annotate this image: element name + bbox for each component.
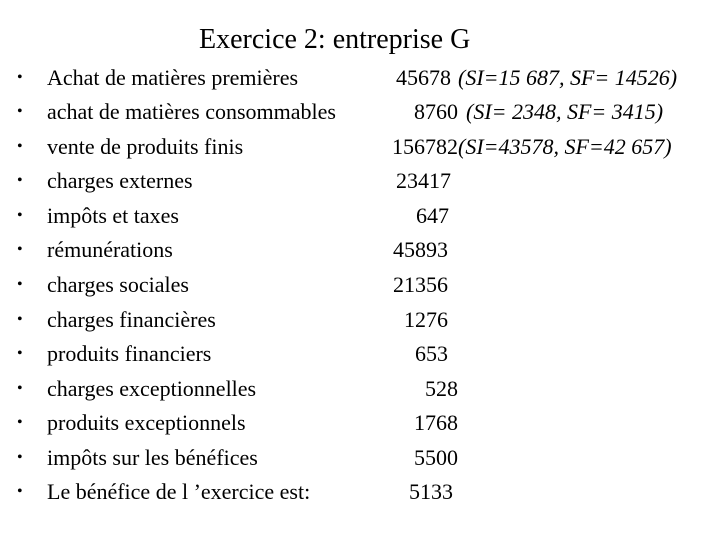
item-note: (SI=43578, SF=42 657) — [458, 134, 672, 159]
item-value: 5500 — [414, 445, 458, 470]
item-label: impôts sur les bénéfices — [47, 445, 258, 470]
bullet-icon: • — [17, 138, 23, 155]
list-item — [0, 95, 720, 129]
item-label: charges externes — [47, 168, 193, 193]
list-item — [0, 441, 720, 475]
list-item — [0, 268, 720, 302]
list-item — [0, 475, 720, 509]
item-value: 528 — [425, 376, 458, 401]
list-item — [0, 337, 720, 371]
bullet-icon: • — [17, 345, 23, 362]
bullet-icon: • — [17, 276, 23, 293]
list-item — [0, 233, 720, 267]
bullet-icon: • — [17, 69, 23, 86]
bullet-icon: • — [17, 241, 23, 258]
item-label: produits financiers — [47, 341, 212, 366]
bullet-icon: • — [17, 311, 23, 328]
bullet-icon: • — [17, 380, 23, 397]
item-value: 647 — [416, 203, 449, 228]
item-value: 1276 — [404, 307, 448, 332]
bullet-icon: • — [17, 172, 23, 189]
list-item — [0, 372, 720, 406]
item-label: charges sociales — [47, 272, 189, 297]
item-value: 653 — [415, 341, 448, 366]
bullet-icon: • — [17, 449, 23, 466]
item-note: (SI= 2348, SF= 3415) — [466, 99, 664, 124]
item-value: 1768 — [414, 410, 458, 435]
slide-title: Exercice 2: entreprise G — [199, 24, 471, 55]
item-value: 23417 — [396, 168, 451, 193]
list-item — [0, 61, 720, 95]
item-label: vente de produits finis — [47, 134, 244, 159]
bullet-icon: • — [17, 483, 23, 500]
item-label: produits exceptionnels — [47, 410, 246, 435]
item-note: (SI=15 687, SF= 14526) — [458, 65, 678, 90]
item-value: 5133 — [409, 479, 453, 504]
item-label: achat de matières consommables — [47, 99, 336, 124]
list-item — [0, 164, 720, 198]
bullet-icon: • — [17, 103, 23, 120]
item-value: 45678 — [396, 65, 451, 90]
list-item — [0, 130, 720, 164]
bullet-icon: • — [17, 207, 23, 224]
item-label: charges exceptionnelles — [47, 376, 257, 401]
bullet-icon: • — [17, 414, 23, 431]
item-label: Le bénéfice de l ’exercice est: — [47, 479, 311, 504]
list-item — [0, 199, 720, 233]
item-value: 156782 — [392, 134, 458, 159]
item-label: impôts et taxes — [47, 203, 179, 228]
item-label: rémunérations — [47, 237, 173, 262]
list-item — [0, 303, 720, 337]
list-item — [0, 406, 720, 440]
item-label: Achat de matières premières — [47, 65, 299, 90]
item-value: 45893 — [393, 237, 448, 262]
item-value: 8760 — [414, 99, 458, 124]
item-value: 21356 — [393, 272, 448, 297]
item-label: charges financières — [47, 307, 216, 332]
